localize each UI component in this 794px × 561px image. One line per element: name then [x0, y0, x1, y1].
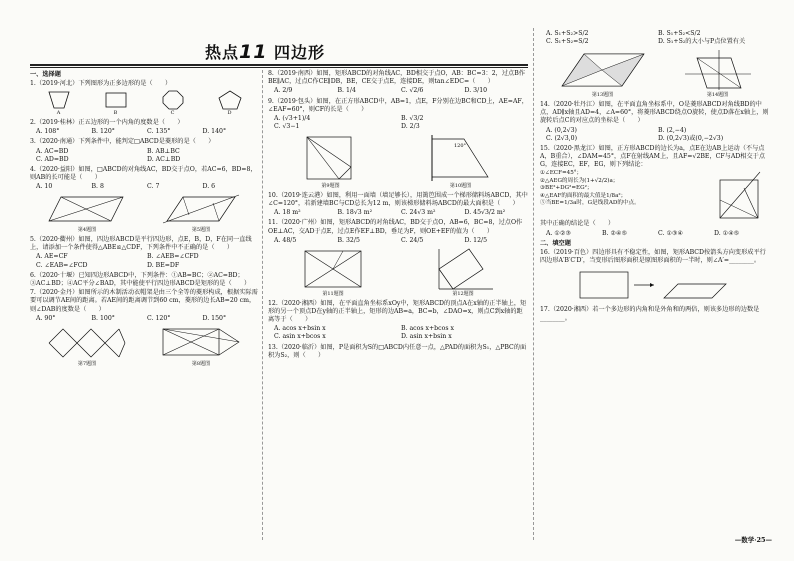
q2-option-a: A. 108° — [36, 128, 60, 136]
q15-item-3: ③BE²+DG²=EG²； — [540, 185, 593, 192]
q15-option-c: C. ①③④ — [658, 229, 684, 237]
question-9: 9.（2019·包头）如图，在正方形ABCD中，AB=1，点E，F分别在边BC和CD上，AE=AF，∠EAF=60°，则CF的长是（ ） — [268, 97, 528, 113]
q7-option-c: C. 120° — [147, 314, 171, 322]
q4-option-b: B. 8 — [91, 183, 104, 191]
trapezoid-diagram-10 — [426, 133, 496, 183]
q12-option-d: D. asin x+bsin x — [401, 333, 452, 341]
figure-7 — [45, 325, 129, 368]
q11-q12-figures — [268, 247, 528, 298]
q15-item-1: ①∠ECF=45°； — [540, 170, 583, 177]
q1-label-c: C — [170, 110, 175, 117]
square-diagram-15 — [716, 170, 770, 220]
q13-options — [546, 30, 770, 46]
q15-option-b: B. ②④⑤ — [602, 229, 628, 237]
q14-option-d: D. (0,2√3)或(0,−2√3) — [658, 134, 724, 142]
q15-option-d: D. ①④⑤ — [714, 229, 740, 237]
figure-7-caption: 第7题图 — [77, 360, 97, 367]
q11-option-c: C. 24/5 — [401, 236, 424, 244]
q4-option-d: D. 6 — [202, 183, 216, 191]
q9-q10-figures — [268, 133, 528, 190]
rectangle-diagonals-diagram — [159, 325, 243, 361]
header-rule-thin — [30, 67, 528, 68]
q9-option-c: C. √3−1 — [274, 123, 300, 131]
figure-13 — [558, 48, 648, 99]
q7-option-a: A. 90° — [36, 314, 56, 322]
question-12: 12.（2020·湘西）如图，在平面直角坐标系xOy中，矩形ABCD的顶点A在x轴的正半轴上，矩形的另一个顶点D在y轴的正半轴上，矩形的边AB=a，BC=b，∠DAO=x，则点C到x轴的距离等于（ ） — [268, 299, 527, 323]
q1-figure-d — [218, 90, 242, 117]
question-4: 4.（2020·益阳）如图，□ABCD的对角线AC，BD交于点O，若AC=6，BD=8，则AB的长可能是（ ） — [30, 165, 257, 182]
question-8: 8.（2019·南西）如图，矩形ABCD的对角线AC，BD相交于点O，AB：BC=3：2，过点B作BE∥AC，过点C作CE∥DB，BE，CE交于点E，连接DE，则tan∠EDC=（ ） — [268, 70, 525, 86]
page-title — [205, 40, 325, 65]
q14-option-b: B. (2,−4) — [658, 126, 687, 134]
question-3: 3.（2020·南通）下列条件中，能判定□ABCD是菱形的是（ ） — [30, 138, 215, 146]
column-3 — [540, 30, 770, 324]
title-prefix: 热点 — [205, 43, 240, 62]
rectangle-to-parallelogram-diagram — [540, 266, 750, 306]
square-diagram-9 — [301, 133, 361, 183]
q13-q14-figures — [540, 48, 770, 99]
figure-10 — [426, 133, 496, 190]
figure-11 — [301, 247, 365, 298]
q10-option-a: A. 18 m² — [274, 209, 301, 217]
figure-12 — [431, 247, 495, 298]
rhombus-coordinate-diagram — [683, 48, 753, 92]
q4-q5-figures — [30, 193, 258, 234]
q14-option-a: A. (0,2√3) — [546, 126, 577, 134]
q15-item-2: ②△AEG的周长为(1+√2/2)a； — [540, 177, 619, 184]
q5-option-b: B. ∠AEB=∠CFD — [147, 253, 199, 261]
q15-item-5: ⑤当BE=1/3a时，G是线段AD的中点。 — [540, 199, 640, 206]
figure-8 — [159, 325, 243, 368]
pentagon-shape — [218, 90, 242, 110]
q1-figure-c — [161, 90, 185, 117]
octagon-shape — [161, 90, 185, 110]
q12-option-b: B. acos x+bcos x — [401, 325, 454, 333]
q2-option-c: C. 135° — [147, 128, 171, 136]
question-5: 5.（2020·衢州）如图，四边形ABCD是平行四边形，点E，B，D，F在同一直线上，请添加一个条件使得△ABE≌△CDF，下列条件中不正确的是（ ） — [30, 236, 252, 252]
figure-8-caption: 第8题图 — [191, 360, 211, 367]
page-footer: —数学·25— — [734, 536, 772, 545]
q7-option-b: B. 100° — [91, 314, 115, 322]
angle-label: 120° — [453, 143, 466, 150]
q3-option-d: D. AC⊥BD — [147, 155, 181, 163]
question-11: 11.（2020·广州）如图，矩形ABCD的对角线AC，BD交于点O，AB=6，BC=8，过点O作OE⊥AC，交AD于点E，过点E作EF⊥BD，垂足为F，则OE+EF的值为（ ） — [268, 219, 523, 235]
q7-option-d: D. 150° — [202, 314, 227, 322]
q15-tail: 其中正确的结论是（ ） — [540, 220, 615, 228]
q12-option-c: C. asin x+bcos x — [274, 333, 326, 341]
column-divider-1 — [262, 70, 263, 540]
q3-option-b: B. AB⊥BC — [147, 147, 180, 155]
q1-label-a: A — [56, 110, 61, 117]
q9-option-d: D. 2/3 — [401, 123, 420, 131]
q15-option-a: A. ①②③ — [546, 229, 572, 237]
q10-option-b: B. 18√3 m² — [337, 209, 373, 217]
q10-option-c: C. 24√3 m² — [401, 209, 436, 217]
question-7: 7.（2020·金丹）如图所示的木制活动衣帽架是由三个全等的菱形构成，根据实际需要可以调节AE间的距离。若AE间的距离调节到60 cm，菱形的边长AB=20 cm，则∠DAB的度数是（ ） — [30, 289, 258, 313]
q5-options — [36, 253, 258, 269]
title-topic: 四边形 — [274, 43, 326, 62]
figure-4 — [47, 193, 127, 234]
q15-options — [546, 230, 770, 238]
q3-option-a: A. AC=BD — [36, 147, 69, 155]
q1-label-d: D — [227, 110, 232, 117]
figure-5-caption: 第5题图 — [191, 227, 211, 234]
question-1: 1.（2019·河北）下列图形为正多边形的是（ ） — [30, 80, 172, 88]
q5-option-d: D. BE=DF — [147, 261, 180, 269]
figure-13-caption: 第13题图 — [591, 92, 614, 99]
q14-options — [546, 127, 770, 143]
figure-11-caption: 第11题图 — [322, 291, 344, 298]
q8-option-b: B. 1/4 — [337, 87, 356, 95]
q13-option-d: D. S₁+S₂的大小与P点位置有关 — [658, 38, 746, 46]
question-17: 17.（2020·湘西）若一个多边形的内角和是外角和的两倍，则该多边形的边数是________。 — [540, 306, 760, 322]
coordinate-rectangle-diagram-12 — [431, 247, 495, 291]
parallelogram-diagram-4 — [47, 193, 127, 227]
question-13: 13.（2020·临沂）如图，P是面积为S的□ABCD内任意一点，△PAD的面积为S₁，△PBC的面积为S₂，则（ ） — [268, 343, 527, 359]
q1-label-b: B — [113, 110, 118, 117]
q3-options — [36, 148, 258, 164]
q12-options — [274, 325, 528, 341]
q9-options — [274, 115, 528, 131]
figure-4-caption: 第4题图 — [77, 227, 97, 234]
figure-9 — [301, 133, 361, 190]
q2-options — [36, 128, 258, 136]
question-15: 15.（2020·黑龙江）如图，正方形ABCD的边长为a，点E在边AB上运动（不与点A，B重合），∠DAM=45°，点F在射线AM上，且AF=√2BE，CF与AD相交于点G，连接EC，EF，EG，则下列结论： — [540, 144, 766, 169]
rectangle-shape — [104, 90, 128, 110]
q11-option-d: D. 12/5 — [464, 236, 488, 244]
section-choice: 一、选择题 — [30, 71, 61, 78]
q13-option-a: A. S₁+S₂>S/2 — [546, 30, 589, 37]
q10-option-d: D. 45√3/2 m² — [464, 209, 506, 217]
q2-option-d: D. 140° — [202, 128, 227, 136]
q8-option-d: D. 3/10 — [464, 87, 488, 95]
q11-option-a: A. 48/5 — [274, 236, 297, 244]
coat-rack-diagram — [45, 325, 129, 361]
trapezoid-shape — [47, 90, 71, 110]
q11-options — [274, 237, 528, 245]
parallelogram-diagram-5 — [161, 193, 241, 227]
q13-option-b: B. S₁+S₂<S/2 — [658, 30, 701, 37]
figure-14-caption: 第14题图 — [706, 92, 729, 99]
q1-figures — [30, 90, 258, 117]
parallelogram-point-diagram — [558, 48, 648, 92]
q13-option-c: C. S₁+S₂=S/2 — [546, 38, 589, 46]
q10-options — [274, 209, 528, 217]
q5-option-a: A. AE=CF — [36, 253, 68, 261]
q8-options — [274, 87, 528, 95]
q2-option-b: B. 120° — [91, 128, 115, 136]
figure-10-caption: 第10题图 — [449, 183, 472, 190]
q15-body — [540, 170, 770, 220]
q7-q8-figures — [30, 325, 258, 368]
question-6: 6.（2020·十堰）已知四边形ABCD中，下列条件：①AB=BC；②AC=BD；③AC⊥BD；④AC平分∠BAD，其中能使平行四边形ABCD是矩形的是（ ） — [30, 271, 251, 287]
q9-option-b: B. √3/2 — [401, 114, 424, 122]
section-fill: 二、填空题 — [540, 239, 571, 247]
column-2 — [268, 70, 528, 361]
q3-option-c: C. AD=BD — [36, 155, 69, 163]
figure-9-caption: 第9题图 — [321, 183, 340, 190]
q8-option-a: A. 2/9 — [274, 87, 293, 95]
column-1 — [30, 70, 258, 370]
q9-option-a: A. (√3+1)/4 — [274, 114, 311, 122]
question-16: 16.（2019·百色）四边形具有不稳定性，如图，矩形ABCD按箭头方向变形成平行四边形A′B′C′D′，当变形后图形面积是原图形面积的一半时，则∠A′=________。 — [540, 249, 766, 265]
column-divider-2 — [533, 28, 534, 540]
q4-option-c: C. 7 — [147, 183, 160, 191]
q11-option-b: B. 32/5 — [337, 236, 360, 244]
q14-option-c: C. (2√3,0) — [546, 134, 577, 142]
figure-5 — [161, 193, 241, 234]
question-14: 14.（2020·牡丹江）如图，在平面直角坐标系中，O是菱形ABCD对角线BD的中点，AD∥x轴且AD=4，∠A=60°，将菱形ABCD绕点O旋转，使点D落在x轴上，则旋转后点C的对应点的坐标是（ ） — [540, 100, 769, 125]
q1-figure-b — [104, 90, 128, 117]
header-rule — [30, 64, 528, 66]
q4-options — [36, 183, 258, 191]
question-2: 2.（2019·桂林）正五边形的一个内角的度数是（ ） — [30, 118, 184, 126]
q1-figure-a — [47, 90, 71, 117]
q15-statements — [540, 170, 716, 220]
figure-12-caption: 第12题图 — [452, 291, 474, 298]
figure-14 — [683, 48, 753, 99]
q4-option-a: A. 10 — [36, 183, 53, 191]
q12-option-a: A. acos x+bsin x — [274, 325, 326, 333]
title-number: 11 — [239, 41, 268, 63]
q7-options — [36, 315, 258, 323]
rectangle-diagram-11 — [301, 247, 365, 291]
q8-option-c: C. √2/6 — [401, 87, 424, 95]
q5-option-c: C. ∠EAB=∠FCD — [36, 261, 88, 269]
q15-item-4: ④△EAF的面积的最大值是1/8a²； — [540, 192, 627, 199]
question-10: 10.（2019·连云港）如图，利用一面墙（墙足够长），用篱笆围成一个梯形储料场ABCD，其中∠C=120°，若新建墙BC与CD总长为12 m，则该梯形储料场ABCD的最大面积是（ ） — [268, 191, 528, 208]
